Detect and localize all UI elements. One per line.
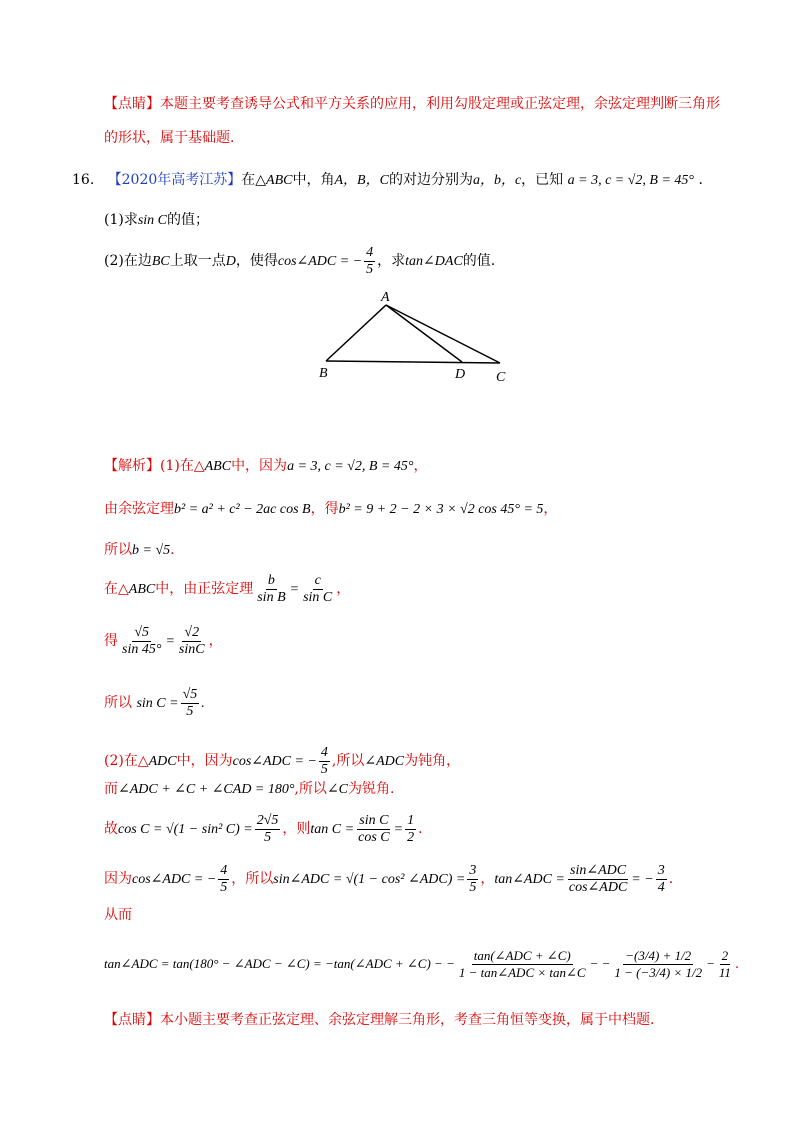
sol-math: b² = a² + c² − 2ac cos B bbox=[174, 502, 311, 517]
fraction bbox=[612, 948, 704, 981]
vertex-label-a: A bbox=[381, 290, 390, 305]
frac-den: 2 bbox=[407, 829, 415, 845]
frac-num: 4 bbox=[320, 744, 328, 760]
solution-line-5 bbox=[104, 624, 223, 659]
fraction bbox=[218, 863, 229, 896]
sol-text: . bbox=[668, 871, 674, 887]
sol-math: ABC bbox=[204, 459, 232, 474]
fraction bbox=[457, 948, 588, 981]
sol-math: = bbox=[289, 582, 300, 597]
vertex-label-c: C bbox=[496, 370, 506, 385]
frac-den: 4 bbox=[657, 879, 665, 895]
remark-tag: 【点睛】 bbox=[104, 96, 160, 112]
frac-num: 4 bbox=[366, 244, 374, 260]
analysis-tag: 【解析】 bbox=[104, 458, 160, 474]
stem-text: 在△ bbox=[241, 172, 267, 188]
frac-den: 5 bbox=[366, 261, 374, 277]
sol-math: tan∠ADC = bbox=[494, 872, 565, 887]
sol-text: 所以 bbox=[104, 542, 132, 558]
frac-den: sin 45° bbox=[122, 641, 162, 657]
stem-text: ，已知 bbox=[521, 172, 564, 188]
part2-d: D bbox=[225, 254, 236, 269]
frac-num: 3 bbox=[469, 862, 477, 878]
frac-num: 3 bbox=[657, 862, 665, 878]
fraction bbox=[255, 573, 287, 606]
frac-num: sin C bbox=[359, 812, 389, 828]
sol-text: 而 bbox=[104, 781, 118, 797]
sol-text: ， bbox=[208, 633, 223, 649]
frac-den: sinC bbox=[178, 641, 205, 657]
fraction bbox=[255, 813, 281, 846]
sol-text: 在△ bbox=[104, 581, 129, 597]
solution-line-11 bbox=[104, 906, 132, 924]
sol-math: b² = 9 + 2 − 2 × 3 × √2 cos 45° = 5 bbox=[338, 502, 544, 517]
fraction bbox=[356, 813, 392, 846]
fraction bbox=[319, 745, 330, 778]
frac-den: 11 bbox=[718, 965, 731, 980]
solution-line-1 bbox=[104, 457, 427, 476]
sol-math: ∠ADC bbox=[364, 754, 405, 769]
frac-den: 5 bbox=[220, 879, 228, 895]
fraction bbox=[567, 863, 629, 896]
remark-line-2 bbox=[104, 129, 234, 147]
frac-den: 5 bbox=[320, 761, 328, 777]
sol-text: ,所以 bbox=[331, 753, 365, 769]
sol-text: . bbox=[734, 957, 740, 972]
remark-text: 本题主要考查诱导公式和平方关系的应用，利用勾股定理或正弦定理，余弦定理判断三角形 bbox=[160, 96, 720, 112]
part-2 bbox=[104, 244, 495, 279]
sol-math: a = 3, c = √2, B = 45° bbox=[287, 459, 414, 474]
fraction bbox=[656, 863, 667, 896]
side-ac bbox=[386, 305, 500, 363]
frac-num: c bbox=[314, 572, 321, 588]
sol-math: sin∠ADC = √(1 − cos² ∠ADC) = bbox=[273, 872, 466, 887]
part-1 bbox=[104, 211, 209, 230]
frac-den: cos∠ADC bbox=[568, 879, 628, 895]
part2-bc: BC bbox=[151, 254, 170, 269]
part2-text: ，使得 bbox=[235, 253, 278, 269]
side-ab bbox=[326, 305, 386, 361]
fraction bbox=[364, 245, 375, 278]
frac-num: −(3/4) + 1/2 bbox=[625, 948, 692, 963]
stem-sides: a，b，c bbox=[472, 173, 522, 188]
fraction bbox=[177, 625, 207, 658]
sol-math: − bbox=[706, 956, 715, 971]
frac-num: 4 bbox=[220, 862, 228, 878]
sol-text: ， bbox=[413, 458, 428, 474]
sol-text: 所以 bbox=[104, 695, 132, 711]
fraction bbox=[717, 948, 733, 981]
frac-den: 5 bbox=[469, 879, 477, 895]
solution-line-7 bbox=[104, 744, 460, 779]
sol-text: ， bbox=[336, 581, 351, 597]
sol-text: 得 bbox=[104, 633, 118, 649]
stem-triangle: ABC bbox=[266, 173, 293, 188]
frac-den: sin B bbox=[257, 589, 286, 605]
sol-text: ， bbox=[543, 501, 558, 517]
remark-line-final bbox=[104, 1011, 654, 1029]
solution-line-10 bbox=[104, 862, 673, 897]
solution-line-3 bbox=[104, 541, 175, 560]
sol-math: − − bbox=[589, 956, 611, 971]
remark-tag: 【点睛】 bbox=[104, 1012, 160, 1028]
frac-num: √5 bbox=[182, 686, 198, 702]
sol-text: ，则 bbox=[282, 821, 311, 837]
given-values: a = 3, c = √2, B = 45° bbox=[567, 173, 695, 188]
frac-den: cos C bbox=[358, 829, 390, 845]
solution-line-12 bbox=[104, 942, 739, 987]
part2-cos: cos∠ADC = − bbox=[277, 254, 363, 269]
frac-num: 1 bbox=[407, 812, 415, 828]
part1-end: 的值； bbox=[167, 212, 210, 228]
remark-text: 的形状，属于基础题. bbox=[104, 130, 235, 146]
sol-text: 故 bbox=[104, 821, 118, 837]
sol-math: = bbox=[393, 822, 404, 837]
stem-end: . bbox=[698, 172, 703, 188]
sol-text: (1)在△ bbox=[160, 458, 205, 474]
sol-text: 为锐角. bbox=[348, 781, 395, 797]
frac-num: 2 bbox=[721, 948, 729, 963]
sol-text: ,所以 bbox=[294, 781, 327, 797]
sol-math: cos∠ADC = − bbox=[132, 872, 217, 887]
frac-den: 1 − tan∠ADC × tan∠C bbox=[458, 965, 586, 980]
stem-text: 的对边分别为 bbox=[388, 172, 473, 188]
part2-text: (2)在边 bbox=[104, 253, 152, 269]
fraction bbox=[120, 625, 163, 658]
frac-num: √5 bbox=[134, 624, 150, 640]
frac-num: sin∠ADC bbox=[570, 862, 627, 878]
solution-line-8 bbox=[104, 780, 394, 799]
solution-line-4 bbox=[104, 572, 350, 607]
fraction bbox=[181, 687, 200, 720]
remark-line-1 bbox=[104, 95, 720, 113]
sol-text: 中，因为 bbox=[176, 753, 233, 769]
sol-text: ，所以 bbox=[231, 871, 274, 887]
fraction bbox=[467, 863, 478, 896]
part2-end: 的值. bbox=[462, 253, 496, 269]
stem-vertices: A，B，C bbox=[334, 173, 389, 188]
frac-num: tan(∠ADC + ∠C) bbox=[473, 948, 571, 963]
frac-num: √2 bbox=[184, 624, 200, 640]
frac-num: 2√5 bbox=[256, 812, 279, 828]
sol-math: . bbox=[201, 696, 205, 711]
sol-math: tan C = bbox=[310, 822, 355, 837]
sol-text: 为钝角， bbox=[404, 753, 461, 769]
part1-expr: sin C bbox=[137, 213, 168, 228]
frac-den: 5 bbox=[264, 829, 272, 845]
part1-text: (1)求 bbox=[104, 212, 138, 228]
sol-math: cos C = √(1 − sin² C) = bbox=[118, 822, 253, 837]
problem-number: 16. bbox=[72, 172, 95, 188]
segment-ad bbox=[386, 305, 462, 362]
sol-text: ，得 bbox=[310, 501, 339, 517]
sol-math: = − bbox=[631, 872, 654, 887]
frac-num: b bbox=[267, 572, 275, 588]
vertex-label-d: D bbox=[455, 367, 466, 382]
solution-line-2 bbox=[104, 500, 557, 519]
solution-line-9 bbox=[104, 812, 423, 847]
sol-text: 因为 bbox=[104, 871, 132, 887]
sol-text: ， bbox=[480, 871, 495, 887]
frac-den: sin C bbox=[303, 589, 333, 605]
frac-den: 5 bbox=[186, 703, 194, 719]
triangle-diagram bbox=[310, 285, 520, 389]
sol-math: ∠ADC + ∠C + ∠CAD = 180° bbox=[118, 782, 295, 797]
sol-text: . bbox=[418, 821, 423, 837]
sol-math: ∠C bbox=[326, 782, 349, 797]
frac-den: 1 − (−3/4) × 1/2 bbox=[614, 965, 703, 980]
fraction bbox=[405, 813, 416, 846]
problem-stem bbox=[72, 171, 703, 190]
sol-text: (2)在△ bbox=[104, 753, 149, 769]
sol-text: 从而 bbox=[104, 907, 132, 923]
part2-tan: tan∠DAC bbox=[405, 254, 463, 269]
sol-math: ADC bbox=[148, 754, 177, 769]
part2-text: ，求 bbox=[377, 253, 406, 269]
solution-line-6 bbox=[104, 686, 205, 721]
sol-text: . bbox=[170, 542, 175, 558]
vertex-label-b: B bbox=[319, 366, 328, 381]
sol-math: ABC bbox=[128, 582, 156, 597]
sol-math: tan∠ADC = tan(180° − ∠ADC − ∠C) = −tan(∠ADC + ∠C) − − bbox=[104, 956, 455, 971]
sol-text: 中，由正弦定理 bbox=[155, 581, 254, 597]
remark-text: 本小题主要考查正弦定理、余弦定理解三角形，考查三角恒等变换，属于中档题. bbox=[160, 1012, 655, 1028]
sol-math: = bbox=[165, 634, 175, 649]
sol-math: sin C = bbox=[136, 696, 179, 711]
sol-math: cos∠ADC = − bbox=[232, 754, 317, 769]
sol-math: b = √5 bbox=[132, 543, 171, 558]
side-bc bbox=[326, 361, 500, 363]
sol-text: 中，因为 bbox=[231, 458, 288, 474]
stem-text: 中，角 bbox=[292, 172, 335, 188]
fraction bbox=[301, 573, 334, 606]
source-tag: 【2020年高考江苏】 bbox=[107, 172, 242, 188]
part2-text: 上取一点 bbox=[169, 253, 226, 269]
sol-text: 由余弦定理 bbox=[104, 501, 174, 517]
